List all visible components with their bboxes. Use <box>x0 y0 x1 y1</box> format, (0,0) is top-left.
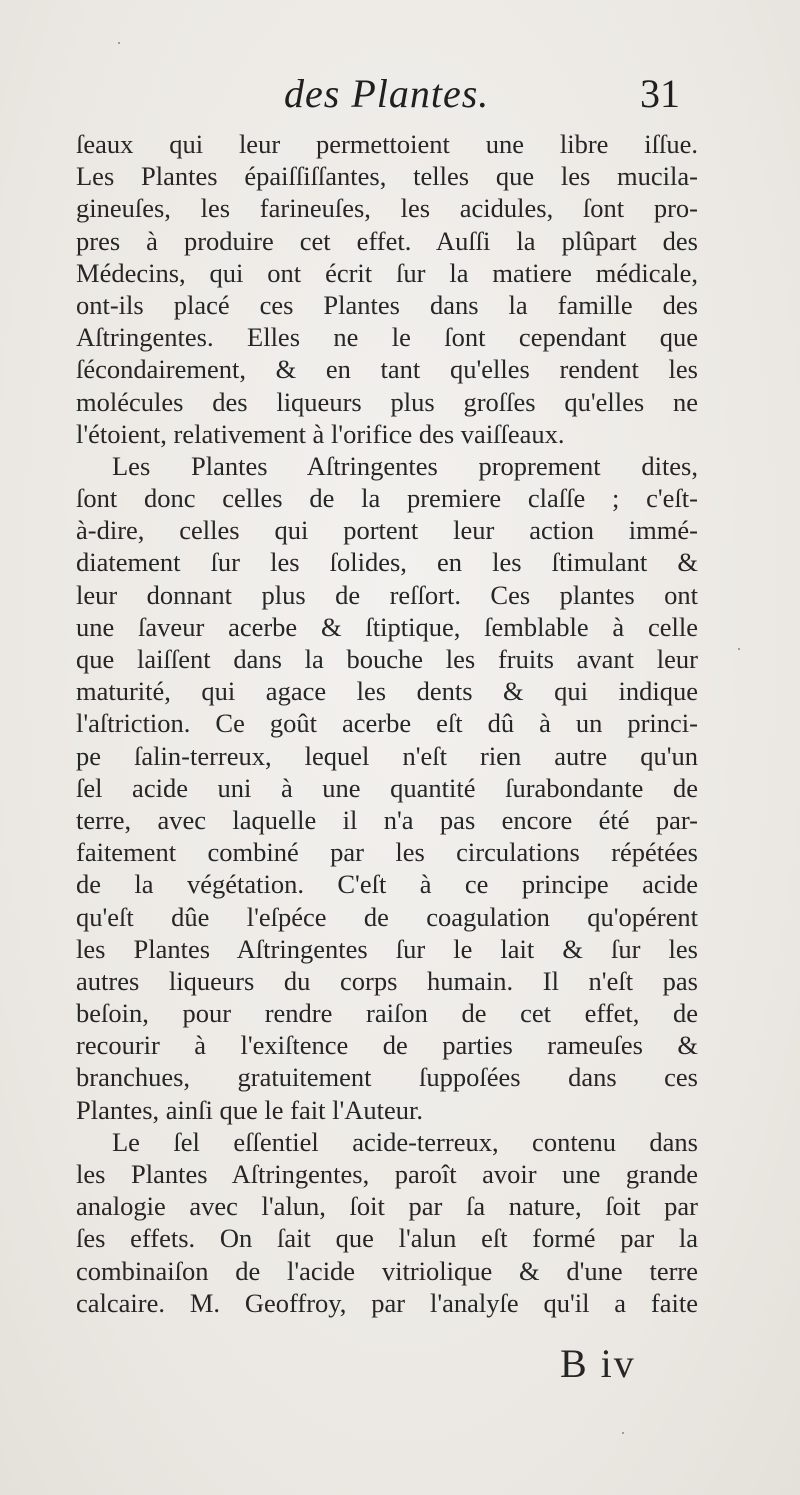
text-line: que laiſſent dans la bouche les fruits avant leur <box>76 644 698 674</box>
text-line: branchues, gratuitement ſuppoſées dans ces <box>76 1062 698 1093</box>
paper-speck <box>118 42 120 44</box>
page-number: 31 <box>640 71 680 116</box>
text-line: Les Plantes Aſtringentes proprement dites, <box>112 450 698 481</box>
text-line: beſoin, pour rendre raiſon de cet effet, de <box>76 998 698 1029</box>
text-line: de la végétation. C'eſt à ce principe acide <box>76 869 698 900</box>
text-line: ſeaux qui leur permettoient une libre iſſue. <box>76 129 698 159</box>
text-line: terre, avec laquelle il n'a pas encore été par- <box>76 804 698 835</box>
text-line: ſécondairement, & en tant qu'elles rendent les <box>76 354 698 385</box>
text-line: molécules des liqueurs plus groſſes qu'elles ne <box>76 386 698 417</box>
paper-speck <box>738 648 740 650</box>
text-line: pres à produire cet effet. Auſſi la plûpart des <box>76 225 698 256</box>
text-line: qu'eſt dûe l'eſpéce de coagulation qu'opérent <box>76 901 698 932</box>
paper-speck <box>622 1432 624 1434</box>
text-line: l'étoient, relativement à l'orifice des vaiſſeaux. <box>76 418 565 449</box>
text-line: ſel acide uni à une quantité ſurabondante de <box>76 772 698 803</box>
text-line: Médecins, qui ont écrit ſur la matiere médicale, <box>76 257 698 288</box>
text-line: diatement ſur les ſolides, en les ſtimulant & <box>76 547 698 578</box>
text-line: l'aſtriction. Ce goût acerbe eſt dû à un princi- <box>76 708 698 739</box>
signature-mark: B iv <box>560 1341 636 1386</box>
text-line: recourir à l'exiſtence de parties rameuſes & <box>76 1030 698 1061</box>
text-line: autres liqueurs du corps humain. Il n'eſt pas <box>76 965 698 996</box>
text-line: gineuſes, les farineuſes, les acidules, ſont pro- <box>76 193 698 224</box>
text-line: ont-ils placé ces Plantes dans la famille des <box>76 289 698 320</box>
text-line: à-dire, celles qui portent leur action immé- <box>76 515 698 546</box>
text-line: Plantes, ainſi que le fait l'Auteur. <box>76 1094 423 1125</box>
text-line: combinaiſon de l'acide vitriolique & d'une terre <box>76 1255 698 1286</box>
text-line: les Plantes Aſtringentes ſur le lait & ſur les <box>76 933 698 964</box>
text-line: une ſaveur acerbe & ſtiptique, ſemblable à celle <box>76 611 698 642</box>
body-text <box>76 128 698 1319</box>
text-line: Les Plantes épaiſſiſſantes, telles que les mucila- <box>76 161 698 192</box>
text-line: maturité, qui agace les dents & qui indique <box>76 676 698 707</box>
text-line: calcaire. M. Geoffroy, par l'analyſe qu'il a faite <box>76 1287 698 1318</box>
text-line: faitement combiné par les circulations répétées <box>76 837 698 868</box>
text-line: Aſtringentes. Elles ne le ſont cependant que <box>76 322 698 353</box>
text-line: leur donnant plus de reſſort. Ces plantes ont <box>76 579 698 610</box>
running-head: des Plantes. <box>284 71 490 116</box>
text-line: Le ſel eſſentiel acide-terreux, contenu dans <box>112 1126 698 1157</box>
text-line: ſes effets. On ſait que l'alun eſt formé par la <box>76 1223 698 1254</box>
text-line: ſont donc celles de la premiere claſſe ; c'eſt- <box>76 483 698 514</box>
page-header <box>0 70 800 130</box>
text-line: les Plantes Aſtringentes, paroît avoir une grande <box>76 1159 698 1189</box>
text-line: analogie avec l'alun, ſoit par ſa nature, ſoit par <box>76 1191 698 1222</box>
text-line: pe ſalin-terreux, lequel n'eſt rien autre qu'un <box>76 740 698 771</box>
